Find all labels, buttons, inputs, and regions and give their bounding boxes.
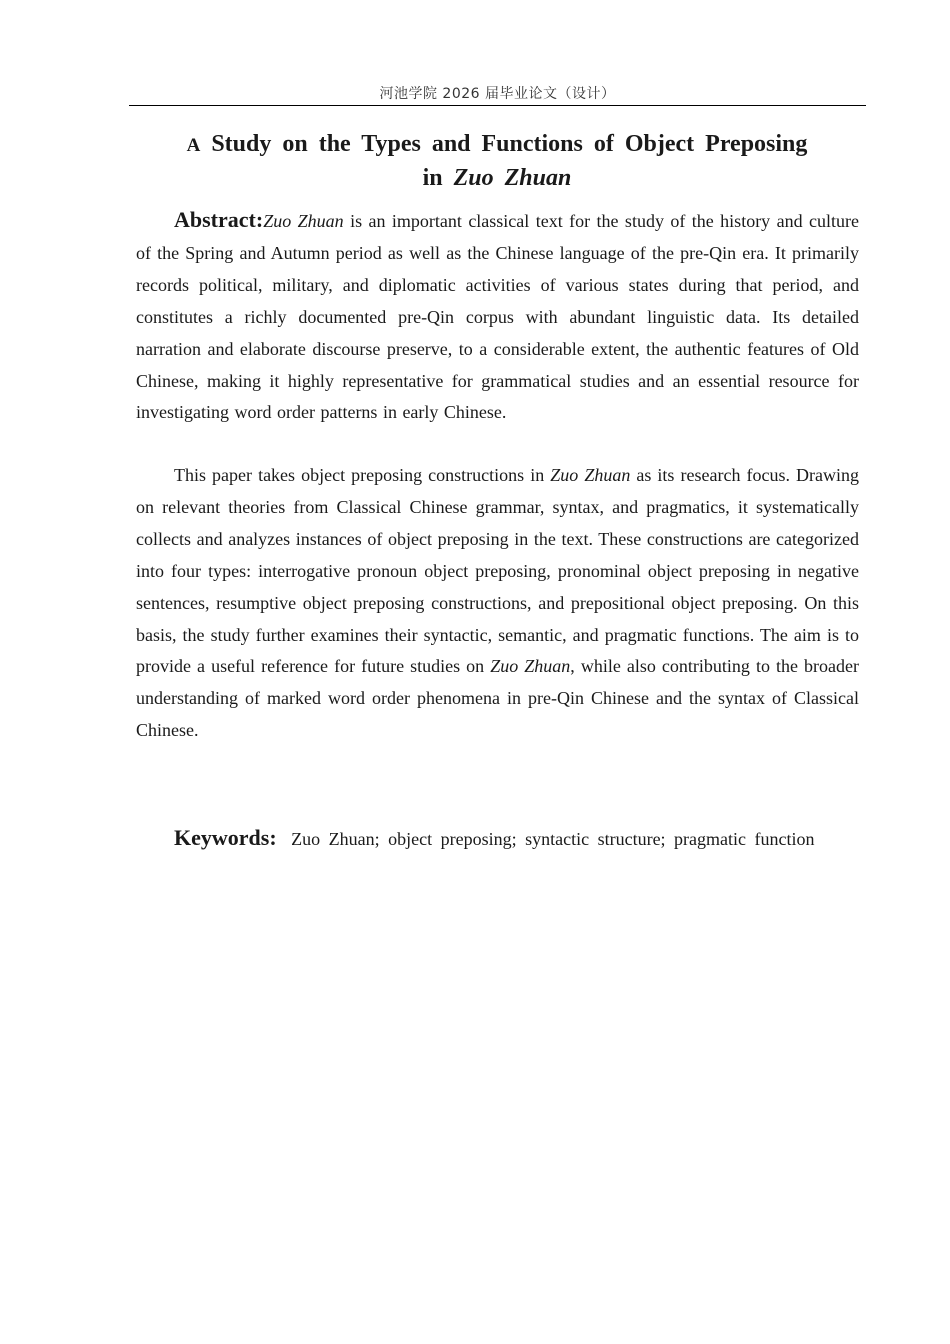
- abstract-p2-italic-1: Zuo Zhuan: [550, 465, 631, 485]
- title-line-1: Study on the Types and Functions of Object Preposing: [211, 131, 808, 157]
- abstract-paragraph-1: [136, 204, 859, 429]
- title-prefix: A: [186, 135, 201, 156]
- keywords-label: Keywords:: [174, 825, 277, 850]
- abstract-p2-b: as its research focus. Drawing on relevant theories from Classical Chinese grammar, syntax, and pragmatics, it systematically collects and analyzes instances of object preposing in the text. These constructions are categorized into four types: interrogative pronoun object preposing, pronominal object preposing in negative sentences, resumptive object preposing constructions, and prepositional object preposing. On this basis, the study further examines their syntactic, semantic, and pragmatic functions. The aim is to provide a useful reference for future studies on: [136, 465, 860, 677]
- title-line-2: [140, 162, 854, 194]
- abstract-paragraph-2: [136, 460, 859, 747]
- abstract-p1-text: is an important classical text for the study of the history and culture of the Spring and Autumn period as well as the Chinese language of the pre-Qin era. It primarily records political, military, and diplomatic activities of various states during that period, and constitutes a richly documented pre-Qin corpus with abundant linguistic data. Its detailed narration and elaborate discourse preserve, to a considerable extent, the authentic features of Old Chinese, making it highly representative for grammatical studies and an essential resource for investigating word order patterns in early Chinese.: [136, 211, 859, 423]
- paper-title: [140, 128, 854, 194]
- abstract-p2-italic-2: Zuo Zhuan: [490, 656, 571, 677]
- header-rule: [129, 105, 866, 106]
- title-line-2-pre: in: [422, 165, 443, 191]
- abstract-p2-c: , while also contributing to the broader understanding of marked word order phenomena in pre-Qin Chinese and the syntax of Classical Chinese.: [136, 656, 859, 741]
- abstract-section-2: [136, 460, 859, 747]
- abstract-label: Abstract:: [174, 207, 264, 232]
- abstract-p2-a: This paper takes object preposing constructions in: [174, 465, 551, 485]
- abstract-section: [136, 204, 859, 429]
- abstract-p1-italic: Zuo Zhuan: [263, 211, 344, 231]
- keywords-line: [174, 822, 874, 855]
- keywords-text: Zuo Zhuan; object preposing; syntactic structure; pragmatic function: [291, 829, 815, 849]
- title-line-2-italic: Zuo Zhuan: [453, 165, 572, 191]
- running-header: 河池学院 2026 届毕业论文（设计）: [379, 86, 616, 102]
